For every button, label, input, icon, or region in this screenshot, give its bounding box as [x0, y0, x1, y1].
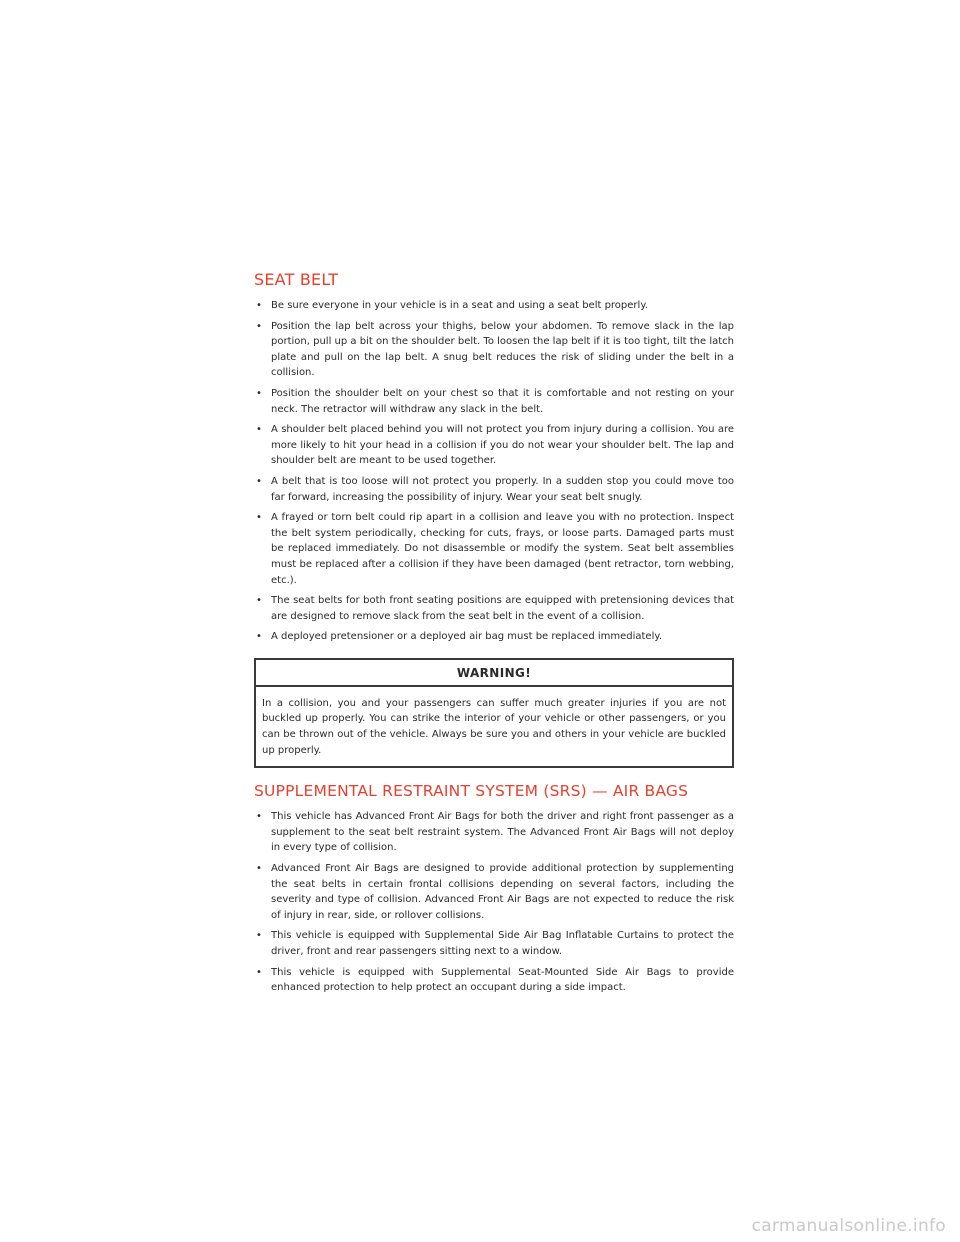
warning-box	[254, 658, 734, 768]
srs-list	[254, 809, 734, 996]
list-item: • Be sure everyone in your vehicle is in a seat and using a seat belt properly.	[254, 298, 734, 314]
list-item: • A frayed or torn belt could rip apart in a collision and leave you with no protection. Inspect the belt system periodically, checking for cuts, frays, or loose parts. Damaged parts must be replaced immediately. Do not disassemble or modify the system. Seat belt assemblies must be replaced after a collision if they have been damaged (bent retractor, torn webbing, etc.).	[254, 510, 734, 588]
list-item: • Position the lap belt across your thighs, below your abdomen. To remove slack in the lap portion, pull up a bit on the shoulder belt. To loosen the lap belt if it is too tight, tilt the latch plate and pull on the lap belt. A snug belt reduces the risk of sliding under the belt in a collision.	[254, 319, 734, 381]
list-item: • This vehicle is equipped with Supplemental Seat-Mounted Side Air Bags to provide enhanced protection to help protect an occupant during a side impact.	[254, 965, 734, 996]
warning-text: In a collision, you and your passengers can suffer much greater injuries if you are not buckled up properly. You can strike the interior of your vehicle or other passengers, or you can be thrown out of the vehicle. Always be sure you and others in your vehicle are buckled up properly.	[262, 697, 726, 756]
seat-belt-heading: SEAT BELT	[254, 270, 339, 289]
list-item: • This vehicle has Advanced Front Air Bags for both the driver and right front passenger as a supplement to the seat belt restraint system. The Advanced Front Air Bags will not deploy in every type of collision.	[254, 809, 734, 856]
list-item: • The seat belts for both front seating positions are equipped with pretensioning devices that are designed to remove slack from the seat belt in the event of a collision.	[254, 593, 734, 624]
srs-heading: SUPPLEMENTAL RESTRAINT SYSTEM (SRS) — AIR BAGS	[254, 782, 689, 801]
list-item: • A shoulder belt placed behind you will not protect you from injury during a collision. You are more likely to hit your head in a collision if you do not wear your shoulder belt. The lap and shoulder belt are meant to be used together.	[254, 422, 734, 469]
warning-heading: WARNING!	[256, 660, 732, 687]
site-watermark: carmanualsonline.info	[751, 1216, 946, 1236]
list-item: • Advanced Front Air Bags are designed to provide additional protection by supplementing the seat belts in certain frontal collisions depending on several factors, including the severity and type of collision. Advanced Front Air Bags are not expected to reduce the risk of injury in rear, side, or rollover collisions.	[254, 861, 734, 923]
list-item: • This vehicle is equipped with Supplemental Side Air Bag Inflatable Curtains to protect the driver, front and rear passengers sitting next to a window.	[254, 928, 734, 959]
seat-belt-list	[254, 298, 734, 645]
list-item: • Position the shoulder belt on your chest so that it is comfortable and not resting on your neck. The retractor will withdraw any slack in the belt.	[254, 386, 734, 417]
list-item: • A deployed pretensioner or a deployed air bag must be replaced immediately.	[254, 629, 734, 645]
list-item: • A belt that is too loose will not protect you properly. In a sudden stop you could move too far forward, increasing the possibility of injury. Wear your seat belt snugly.	[254, 474, 734, 505]
page-content	[254, 270, 734, 1001]
